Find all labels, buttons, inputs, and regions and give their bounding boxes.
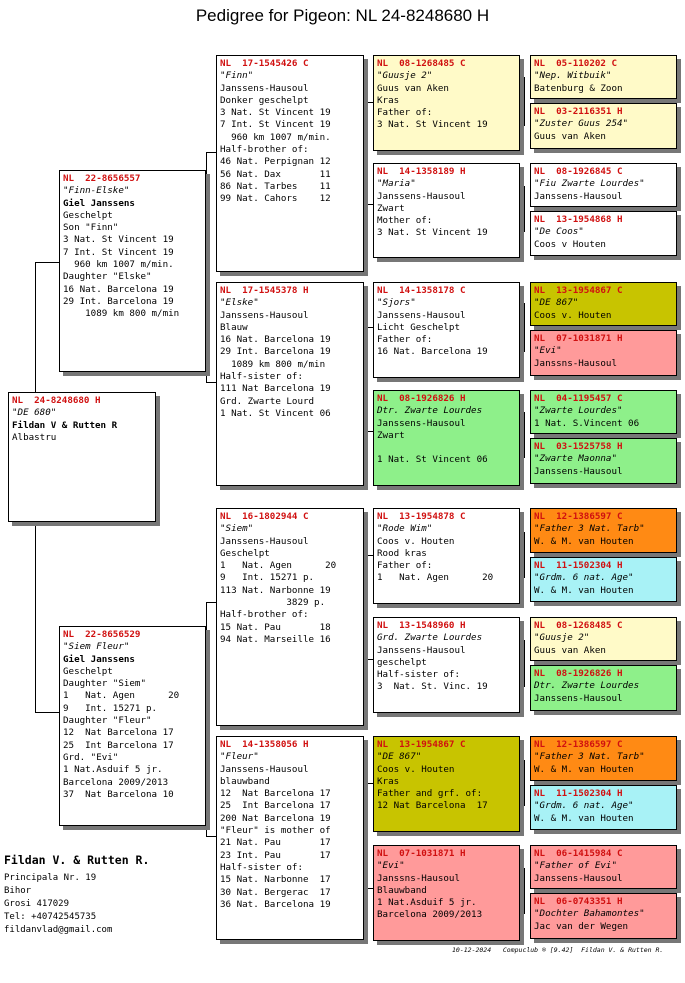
pigeon-detail-line: Geschelpt [220,547,270,559]
pigeon-name: "Fleur" [220,751,259,763]
pigeon-detail-line: 29 Int. Barcelona 19 [63,295,174,307]
pigeon-detail-line: 36 Nat. Barcelona 19 [220,898,331,910]
pigeon-card-g4[interactable] [530,557,677,602]
pigeon-detail-line: 25 Int Barcelona 17 [63,739,174,751]
pigeon-name: "DE 867" [534,297,579,309]
breeder-name: Coos v. Houten [534,309,612,321]
pigeon-name: "De Coos" [534,226,584,238]
pigeon-card-sire-dam[interactable] [216,282,364,486]
breeder-name: Batenburg & Zoon [534,82,623,94]
owner-address-line: Grosi 417029 [4,899,70,909]
pigeon-card-g3[interactable] [373,163,520,258]
pigeon-card-sire[interactable] [59,170,206,372]
pigeon-card-g3[interactable] [373,390,520,486]
pigeon-detail-line: Half-brother of: [220,144,309,156]
connector [206,602,216,603]
pigeon-card-g4[interactable] [530,103,677,149]
breeder-name: Coos v Houten [534,238,606,250]
pigeon-detail-line: 25 Int Barcelona 17 [220,800,331,812]
breeder-name: Janssens-Hausoul [220,763,309,775]
pigeon-detail-line: blauwband [220,775,270,787]
ring-number: NL 07-1031871 H [377,848,466,859]
pigeon-detail-line: 16 Nat. Barcelona 19 [63,283,174,295]
pigeon-detail-line: 23 Int. Pau 17 [220,849,331,861]
breeder-name: W. & M. van Houten [534,812,634,824]
pigeon-detail-line: 1 Nat.Asduif 5 jr. [63,764,163,776]
pigeon-detail-line: Grd. "Evi" [63,751,119,763]
pigeon-detail-line: 12 Nat Barcelona 17 [63,727,174,739]
pigeon-detail-line: 9 Int. 15271 p. [63,702,158,714]
pigeon-detail-line: 1 Nat. St Vincent 06 [377,454,488,466]
connector [524,186,525,232]
pigeon-detail-line: 3829 p. [220,597,326,609]
ring-number: NL 24-8248680 H [12,395,101,406]
pigeon-card-g4[interactable] [530,438,677,484]
pigeon-detail-line: 1 Nat. Agen 20 [377,572,494,584]
pigeon-detail-line: Licht Geschelpt [377,321,460,333]
pigeon-detail-line: Donker geschelpt [220,94,309,106]
pigeon-name: "Grdm. 6 nat. Age" [534,572,634,584]
pigeon-card-g4[interactable] [530,282,677,326]
pigeon-detail-line: Barcelona 2009/2013 [63,776,169,788]
breeder-name: Janssens-Hausoul [377,417,466,429]
pigeon-detail-line: Half-brother of: [220,609,309,621]
pigeon-detail-line: 3 Nat. St Vincent 19 [220,107,331,119]
pigeon-card-g3[interactable] [373,282,520,378]
breeder-name: Janssens-Hausoul [534,190,623,202]
breeder-name: Giel Janssens [63,197,135,209]
connector [206,152,207,382]
ring-number: NL 13-1954868 H [534,214,623,225]
pigeon-card-subject[interactable] [8,392,156,522]
connector [524,760,525,806]
connector [524,532,525,578]
ring-number: NL 17-1545378 H [220,285,309,296]
pigeon-name: "Father 3 Nat. Tarb" [534,523,645,535]
connector [206,382,216,383]
pigeon-detail-line: 94 Nat. Marseille 16 [220,633,331,645]
pigeon-card-g4[interactable] [530,785,677,830]
connector [35,262,59,263]
pigeon-detail-line: Blauw [220,321,248,333]
pigeon-detail-line: 7 Int. St Vincent 19 [220,119,331,131]
pigeon-detail-line: 56 Nat. Dax 11 [220,168,331,180]
connector [364,204,373,205]
pigeon-card-g3[interactable] [373,508,520,604]
breeder-name: Janssens-Hausoul [534,692,623,704]
connector [206,152,216,153]
owner-address-line: Principala Nr. 19 [4,873,97,883]
breeder-name: Guus van Aken [534,644,606,656]
ring-number: NL 22-8656557 [63,173,141,184]
pigeon-detail-line: Grd. Zwarte Lourd [220,395,315,407]
owner-email[interactable]: fildanvlad@gmail.com [4,925,113,935]
pigeon-detail-line: Blauwband [377,884,427,896]
connector [206,602,207,836]
breeder-name: Guus van Aken [377,82,449,94]
pigeon-name: "Fiu Zwarte Lourdes" [534,178,645,190]
pigeon-detail-line: Half-sister of: [220,371,303,383]
connector [35,522,36,712]
pigeon-card-g3[interactable] [373,845,520,941]
pigeon-name: "Zuster Guus 254" [534,118,629,130]
pigeon-detail-line: 960 km 1007 m/min. [220,131,331,143]
pigeon-detail-line: "Fleur" is mother of [220,825,331,837]
breeder-name: Janssens-Hausoul [220,82,309,94]
pigeon-name: "Grdm. 6 nat. Age" [534,800,634,812]
pigeon-name: "Maria" [377,178,416,190]
pigeon-detail-line: Kras [377,775,400,787]
pigeon-name: "Dochter Bahamontes" [534,908,645,920]
connector [524,303,525,352]
ring-number: NL 12-1386597 C [534,511,623,522]
pigeon-detail-line: 16 Nat. Barcelona 19 [220,334,331,346]
ring-number: NL 17-1545426 C [220,58,309,69]
breeder-name: Janssens-Hausoul [377,644,466,656]
pigeon-card-g4[interactable] [530,211,677,256]
pigeon-name: "Father 3 Nat. Tarb" [534,751,645,763]
pigeon-detail-line: Mother of: [377,215,433,227]
pigeon-detail-line: Geschelpt [63,665,113,677]
pigeon-name: "Finn" [220,70,254,82]
pigeon-card-g4[interactable] [530,617,677,661]
breeder-name: Giel Janssens [63,653,135,665]
pigeon-name: "Guusje 2" [534,632,590,644]
breeder-name: W. & M. van Houten [534,584,634,596]
pigeon-detail-line: Albastru [12,431,57,443]
pigeon-detail-line: Father and grf. of: [377,788,483,800]
pigeon-card-g4[interactable] [530,390,677,434]
connector [35,262,36,392]
pigeon-detail-line: 16 Nat. Barcelona 19 [377,346,488,358]
pigeon-detail-line [377,442,516,454]
pigeon-card-g4[interactable] [530,893,677,939]
pigeon-card-g4[interactable] [530,330,677,376]
breeder-name: Janssns-Hausoul [377,872,460,884]
ring-number: NL 16-1802944 C [220,511,309,522]
connector [364,783,365,888]
connector [364,888,373,889]
connector [524,412,525,458]
pigeon-name: "Guusje 2" [377,70,433,82]
breeder-name: 1 Nat. S.Vincent 06 [534,417,640,429]
pigeon-detail-line: 3 Nat. St Vincent 19 [377,227,488,239]
pigeon-detail-line: Rood kras [377,547,427,559]
pigeon-card-g4[interactable] [530,665,677,711]
ring-number: NL 13-1954867 C [377,739,466,750]
pigeon-detail-line: 1 Nat. St Vincent 06 [220,407,331,419]
pigeon-card-g3[interactable] [373,55,520,151]
pigeon-detail-line: Zwart [377,202,405,214]
pigeon-detail-line: 21 Nat. Pau 17 [220,837,331,849]
pigeon-detail-line: Barcelona 2009/2013 [377,909,483,921]
pigeon-detail-line: geschelpt [377,656,427,668]
ring-number: NL 22-8656529 [63,629,141,640]
pigeon-detail-line: 1 Nat.Asduif 5 jr. [377,897,477,909]
pigeon-card-g4[interactable] [530,736,677,781]
pigeon-detail-line: Son "Finn" [63,222,119,234]
ring-number: NL 13-1954867 C [534,285,623,296]
ring-number: NL 14-1358178 C [377,285,466,296]
pigeon-detail-line: 12 Nat Barcelona 17 [377,800,488,812]
ring-number: NL 07-1031871 H [534,333,623,344]
connector [524,868,525,914]
pigeon-detail-line: 1089 km 800 m/min [63,308,180,320]
connector [206,836,216,837]
pigeon-detail-line: 7 Int. St Vincent 19 [63,246,174,258]
connector [364,102,373,103]
connector [364,327,365,431]
pigeon-detail-line: Daughter "Siem" [63,678,146,690]
ring-number: NL 14-1358189 H [377,166,466,177]
pigeon-detail-line: 1 Nat. Agen 20 [63,690,180,702]
pigeon-detail-line: Daughter "Elske" [63,271,152,283]
connector [524,640,525,687]
pigeon-detail-line: 99 Nat. Cahors 12 [220,193,331,205]
ring-number: NL 08-1926845 C [534,166,623,177]
ring-number: NL 04-1195457 C [534,393,623,404]
pigeon-card-sire-sire[interactable] [216,55,364,272]
pigeon-detail-line: 12 Nat Barcelona 17 [220,788,331,800]
connector [364,783,373,784]
connector [364,555,365,659]
owner-info [4,852,149,937]
ring-number: NL 08-1268485 C [377,58,466,69]
pigeon-name: "Siem Fleur" [63,641,130,653]
pigeon-detail-line: 30 Nat. Bergerac 17 [220,886,331,898]
pigeon-detail-line: Geschelpt [63,209,113,221]
pigeon-name: "Elske" [220,297,259,309]
pigeon-name: Grd. Zwarte Lourdes [377,632,483,644]
ring-number: NL 03-2116351 H [534,106,623,117]
pigeon-card-g3[interactable] [373,736,520,832]
ring-number: NL 13-1954878 C [377,511,466,522]
pigeon-detail-line: 960 km 1007 m/min. [63,259,174,271]
pigeon-detail-line: Daughter "Fleur" [63,715,152,727]
pigeon-detail-line: 46 Nat. Perpignan 12 [220,156,331,168]
pigeon-detail-line: Father of: [377,560,433,572]
ring-number: NL 14-1358056 H [220,739,309,750]
pigeon-detail-line: 3 Nat. St Vincent 19 [377,119,488,131]
owner-address-line: Bihor [4,886,32,896]
pigeon-name: "Nep. Witbuik" [534,70,612,82]
pigeon-detail-line: 1089 km 800 m/min [220,358,326,370]
pigeon-detail-line: 200 Nat Barcelona 19 [220,812,331,824]
pigeon-name: "Zwarte Lourdes" [534,405,623,417]
breeder-name: Janssens-Hausoul [534,872,623,884]
pigeon-name: "Evi" [377,860,405,872]
pigeon-name: "Evi" [534,345,562,357]
pigeon-detail-line: 15 Nat. Pau 18 [220,621,331,633]
pigeon-card-g4[interactable] [530,508,677,553]
pigeon-name: "Sjors" [377,297,416,309]
pigeon-card-g4[interactable] [530,163,677,207]
connector [524,77,525,126]
ring-number: NL 11-1502304 H [534,788,623,799]
ring-number: NL 03-1525758 H [534,441,623,452]
ring-number: NL 08-1926826 H [534,668,623,679]
connector [364,327,373,328]
pigeon-detail-line: Half-sister of: [377,669,460,681]
pigeon-detail-line: 3 Nat. St. Vinc. 19 [377,681,488,693]
ring-number: NL 11-1502304 H [534,560,623,571]
pigeon-card-dam-sire[interactable] [216,508,364,726]
breeder-name: Guus van Aken [534,130,606,142]
pigeon-name: "DE 867" [377,751,422,763]
connector [364,555,373,556]
pigeon-name: "Finn-Elske" [63,185,130,197]
pigeon-detail-line: Father of: [377,334,433,346]
ring-number: NL 06-0743351 H [534,896,623,907]
pigeon-card-g4[interactable] [530,845,677,889]
ring-number: NL 05-110202 C [534,58,617,69]
breeder-name: Fildan V & Rutten R [12,419,118,431]
ring-number: NL 06-1415984 C [534,848,623,859]
pigeon-card-dam-dam[interactable] [216,736,364,940]
pigeon-name: Dtr. Zwarte Lourdes [377,405,483,417]
breeder-name: Coos v. Houten [377,763,455,775]
ring-number: NL 08-1926826 H [377,393,466,404]
pigeon-detail-line: Zwart [377,429,405,441]
breeder-name: Janssens-Hausoul [220,535,309,547]
pigeon-detail-line: 111 Nat Barcelona 19 [220,383,331,395]
pigeon-name: "Zwarte Maonna" [534,453,617,465]
pigeon-detail-line: 37 Nat Barcelona 10 [63,788,174,800]
breeder-name: Janssens-Hausoul [377,190,466,202]
pigeon-detail-line: 29 Int. Barcelona 19 [220,346,331,358]
connector [364,102,365,204]
pigeon-detail-line: 15 Nat. Narbonne 17 [220,874,331,886]
pigeon-detail-line: 3 Nat. St Vincent 19 [63,234,174,246]
pigeon-card-g3[interactable] [373,617,520,713]
footer-credit: 10-12-2024 Compuclub ® [9.42] Fildan V. & Rutten R. [452,946,664,954]
page-title: Pedigree for Pigeon: NL 24-8248680 H [195,6,490,25]
pigeon-detail-line: 113 Nat. Narbonne 19 [220,584,331,596]
pigeon-detail-line: Father of: [377,107,433,119]
ring-number: NL 12-1386597 C [534,739,623,750]
pigeon-detail-line: 1 Nat. Agen 20 [220,560,337,572]
pigeon-detail-line: 86 Nat. Tarbes 11 [220,180,331,192]
pigeon-detail-line: 9 Int. 15271 p. [220,572,315,584]
owner-name: Fildan V. & Rutten R. [4,853,150,867]
pigeon-detail-line: Kras [377,94,400,106]
pigeon-detail-line: Half-sister of: [220,861,303,873]
breeder-name: Coos v. Houten [377,535,455,547]
breeder-name: W. & M. van Houten [534,535,634,547]
pigeon-name: "Siem" [220,523,254,535]
pigeon-name: "Rode Wim" [377,523,433,535]
ring-number: NL 08-1268485 C [534,620,623,631]
owner-phone: Tel: +40742545735 [4,912,97,922]
breeder-name: Janssens-Hausoul [534,465,623,477]
breeder-name: Jac van der Wegen [534,920,629,932]
breeder-name: Janssens-Hausoul [220,309,309,321]
pigeon-name: "DE 680" [12,407,57,419]
breeder-name: Janssns-Hausoul [534,357,617,369]
pigeon-card-g4[interactable] [530,55,677,99]
connector [35,712,59,713]
breeder-name: Janssens-Hausoul [377,309,466,321]
pigeon-card-dam[interactable] [59,626,206,826]
connector [364,431,373,432]
pigeon-name: "Father of Evi" [534,860,617,872]
ring-number: NL 13-1548960 H [377,620,466,631]
breeder-name: W. & M. van Houten [534,763,634,775]
connector [364,659,373,660]
pigeon-name: Dtr. Zwarte Lourdes [534,680,640,692]
